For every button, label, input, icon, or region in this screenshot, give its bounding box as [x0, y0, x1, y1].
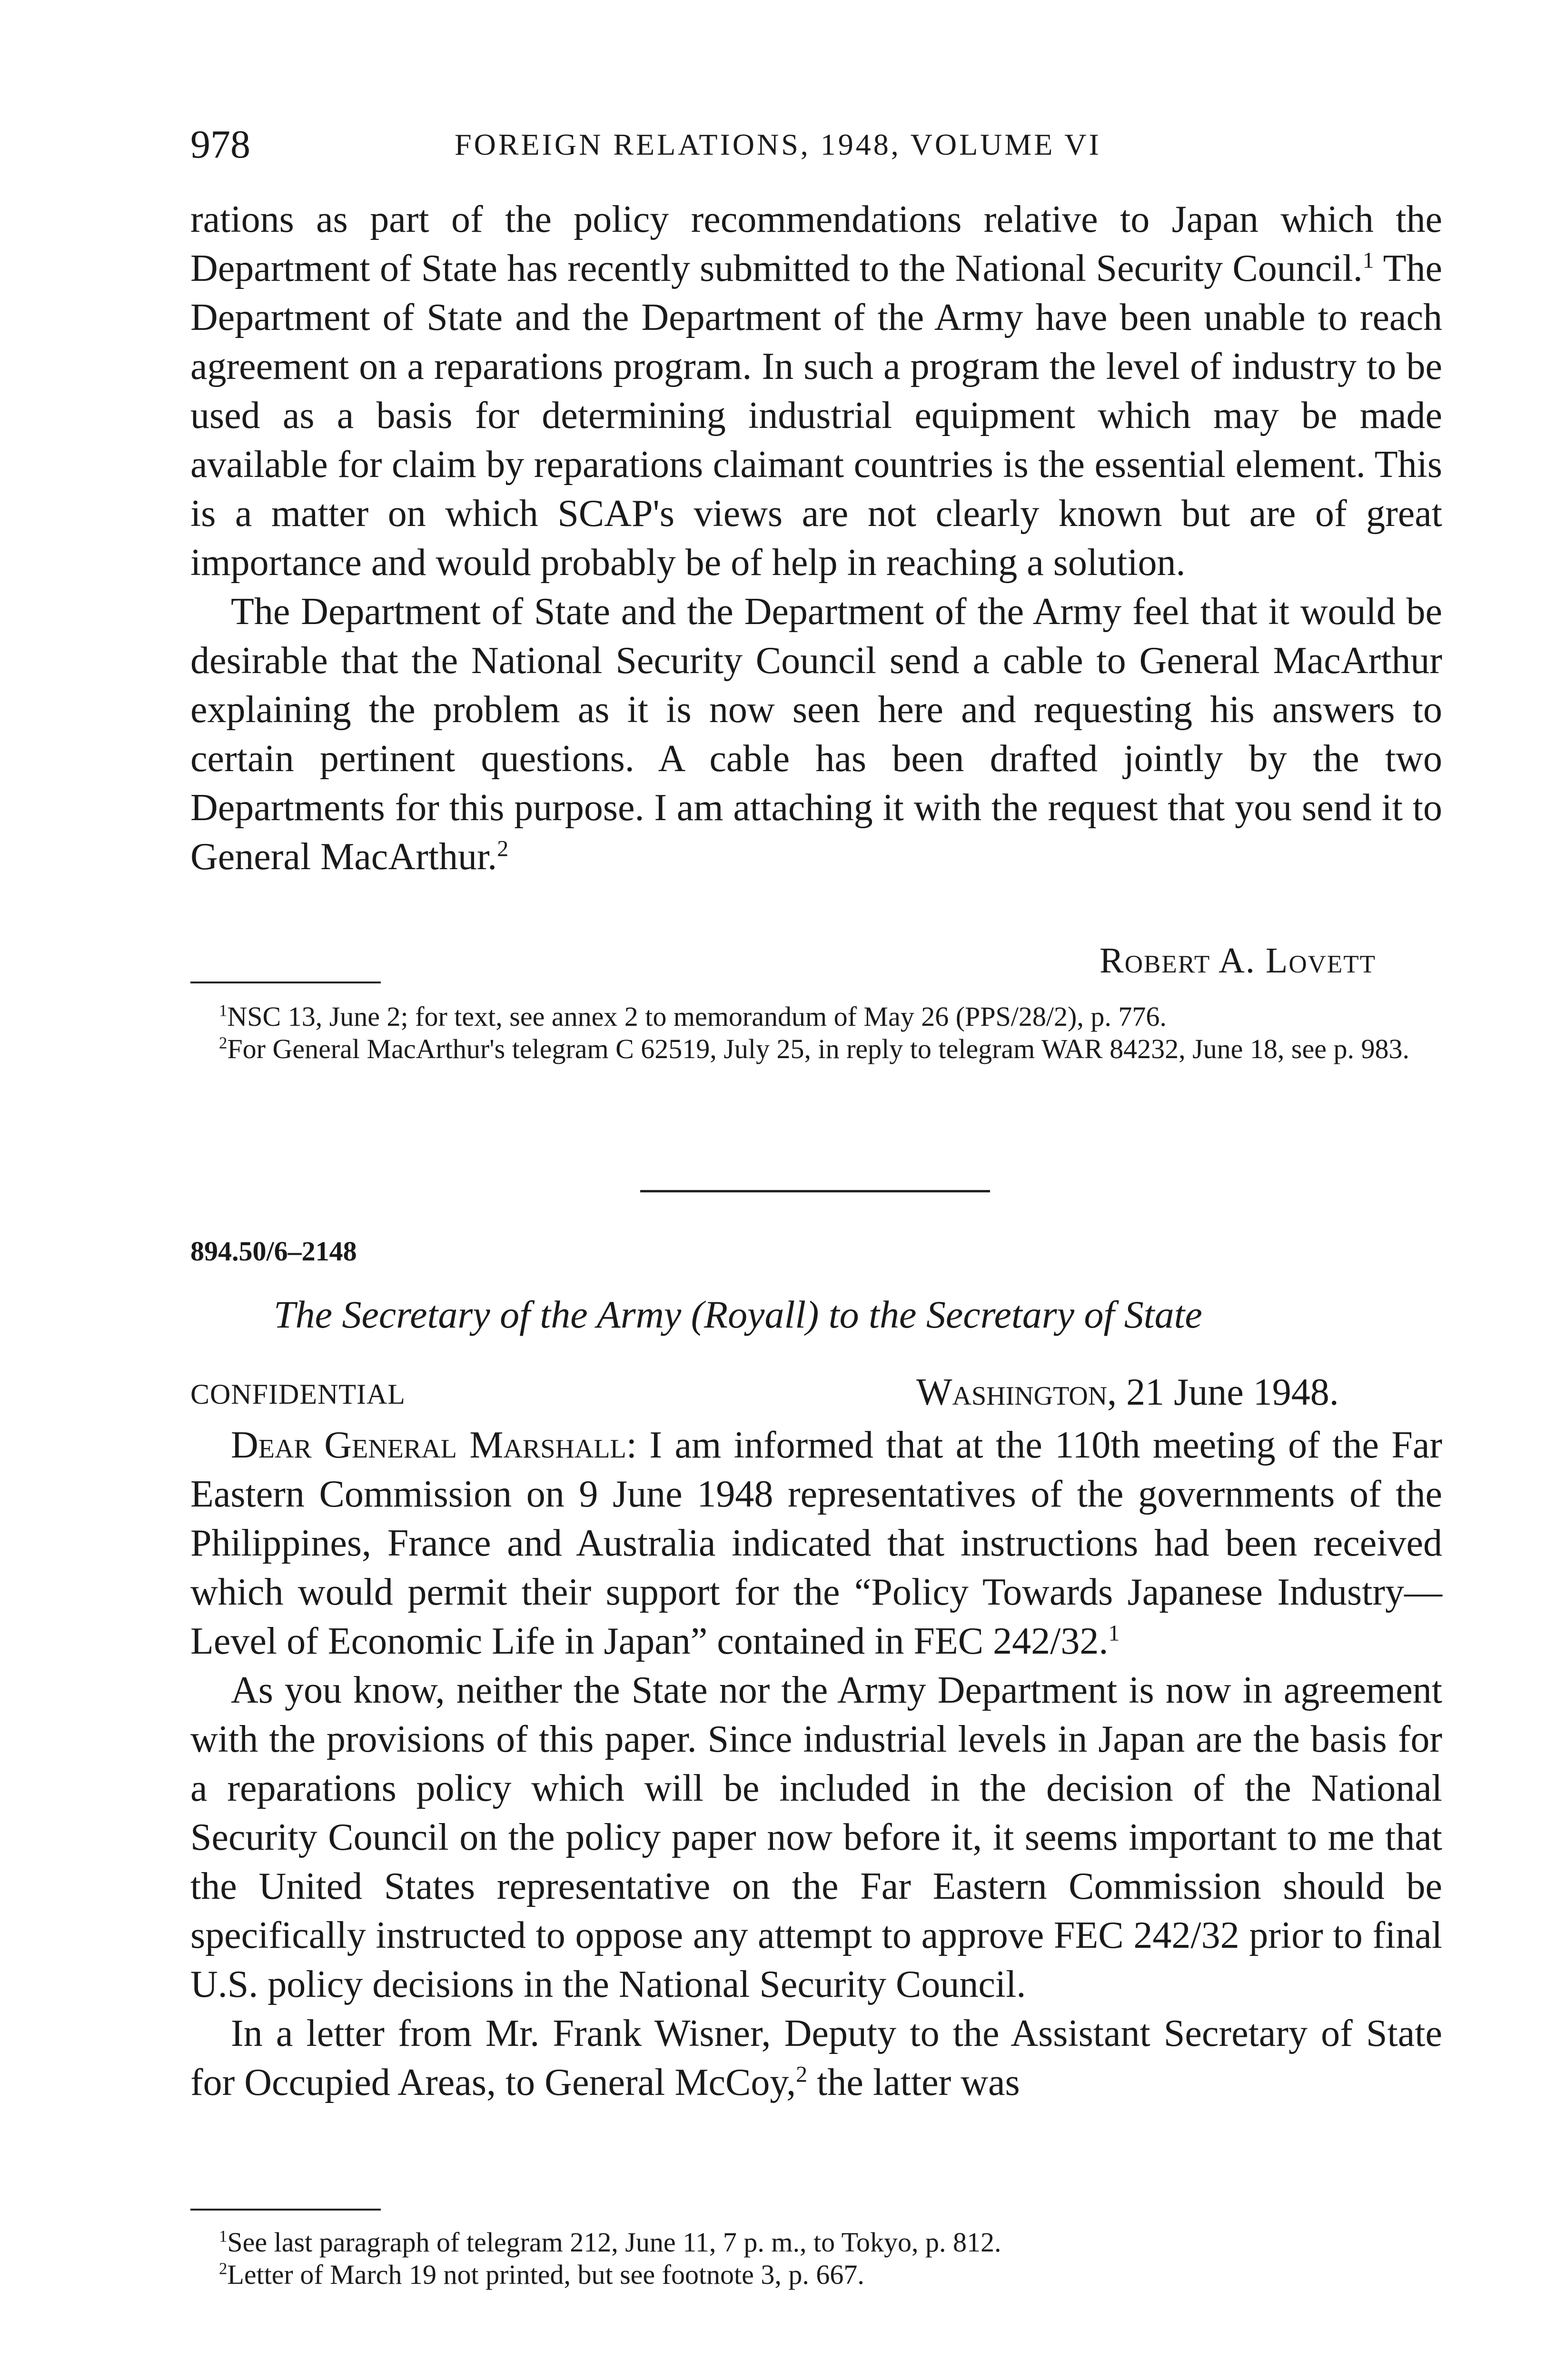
- letter-paragraph: In a letter from Mr. Frank Wisner, Deputy to the Assistant Secretary of State for Occupied Areas, to General McCoy,$^2$ the latter was: [190, 2013, 1442, 2103]
- page-number: 978: [190, 122, 250, 167]
- running-title: FOREIGN RELATIONS, 1948, VOLUME VI: [455, 128, 1101, 161]
- letter-body-2: [190, 1421, 1442, 2107]
- footnote: $^2$Letter of March 19 not printed, but see footnote 3, p. 667.: [219, 2259, 864, 2290]
- letter-paragraph: As you know, neither the State nor the Army Department is now in agreement with the provisions of this paper. Since industrial levels in Japan are the basis for a reparations policy which will be included in the decision of the National Security Council on the policy paper now before it, it seems important to me that the United States representative on the Far Eastern Commission should be specifically instructed to oppose any attempt to approve FEC 242/32 prior to final U.S. policy decisions in the National Security Council.: [190, 1669, 1442, 2005]
- letter-body: [190, 195, 1442, 882]
- footnote-ref: 1: [1108, 1620, 1120, 1646]
- footnotes: [200, 1002, 1442, 1067]
- signature: Robert A. Lovett: [1100, 941, 1377, 981]
- section-divider: [640, 1190, 990, 1192]
- footnote: $^1$See last paragraph of telegram 212, June 11, 7 p. m., to Tokyo, p. 812.: [219, 2227, 1001, 2258]
- footnote-ref: 2: [497, 836, 509, 862]
- letter-paragraph: Dear General Marshall: I am informed that at the 110th meeting of the Far Eastern Commission on 9 June 1948 representatives of the governments of the Philippines, France and Australia indicated that instructions had been received which would permit their support for the “Policy Towards Japanese Industry—Level of Economic Life in Japan” contained in FEC 242/32.$^1$: [190, 1424, 1443, 1662]
- classification-label: CONFIDENTIAL: [190, 1378, 406, 1410]
- salutation: Dear General Marshall:: [231, 1424, 637, 1466]
- footnote-divider: [190, 2209, 381, 2211]
- footnote-ref: 2: [796, 2062, 808, 2087]
- footnote-ref: 1: [1362, 248, 1374, 273]
- footnote: $^1$NSC 13, June 2; for text, see annex 2 to memorandum of May 26 (PPS/28/2), p. 776.: [219, 1001, 1167, 1032]
- letter-paragraph: rations as part of the policy recommendations relative to Japan which the Department of State has recently submitted to the National Security Council.$^1$ The Department of State and the Department of the Army have been unable to reach agreement on a reparations program. In such a program the level of industry to be used as a basis for determining industrial equipment which may be made available for claim by reparations claimant countries is the essential element. This is a matter on which SCAP's views are not clearly known but are of great importance and would probably be of help in reaching a solution.: [190, 198, 1442, 584]
- file-reference: 894.50/6–2148: [190, 1236, 357, 1267]
- place: Washington: [916, 1371, 1108, 1413]
- date: , 21 June 1948.: [1107, 1371, 1339, 1413]
- footnotes: [200, 2228, 1442, 2292]
- document-title: The Secretary of the Army (Royall) to the Secretary of State: [274, 1293, 1202, 1336]
- letter-paragraph: The Department of State and the Department of the Army feel that it would be desirable that the National Security Council send a cable to General MacArthur explaining the problem as it is now seen here and requesting his answers to certain pertinent questions. A cable has been drafted jointly by the two Departments for this purpose. I am attaching it with the request that you send it to General MacArthur.$^2$: [190, 591, 1442, 878]
- footnote-divider: [190, 982, 381, 983]
- place-date: [916, 1371, 1339, 1414]
- page-header: [190, 121, 1437, 174]
- footnote: $^2$For General MacArthur's telegram C 62519, July 25, in reply to telegram WAR 84232, June 18, see p. 983.: [219, 1033, 1409, 1064]
